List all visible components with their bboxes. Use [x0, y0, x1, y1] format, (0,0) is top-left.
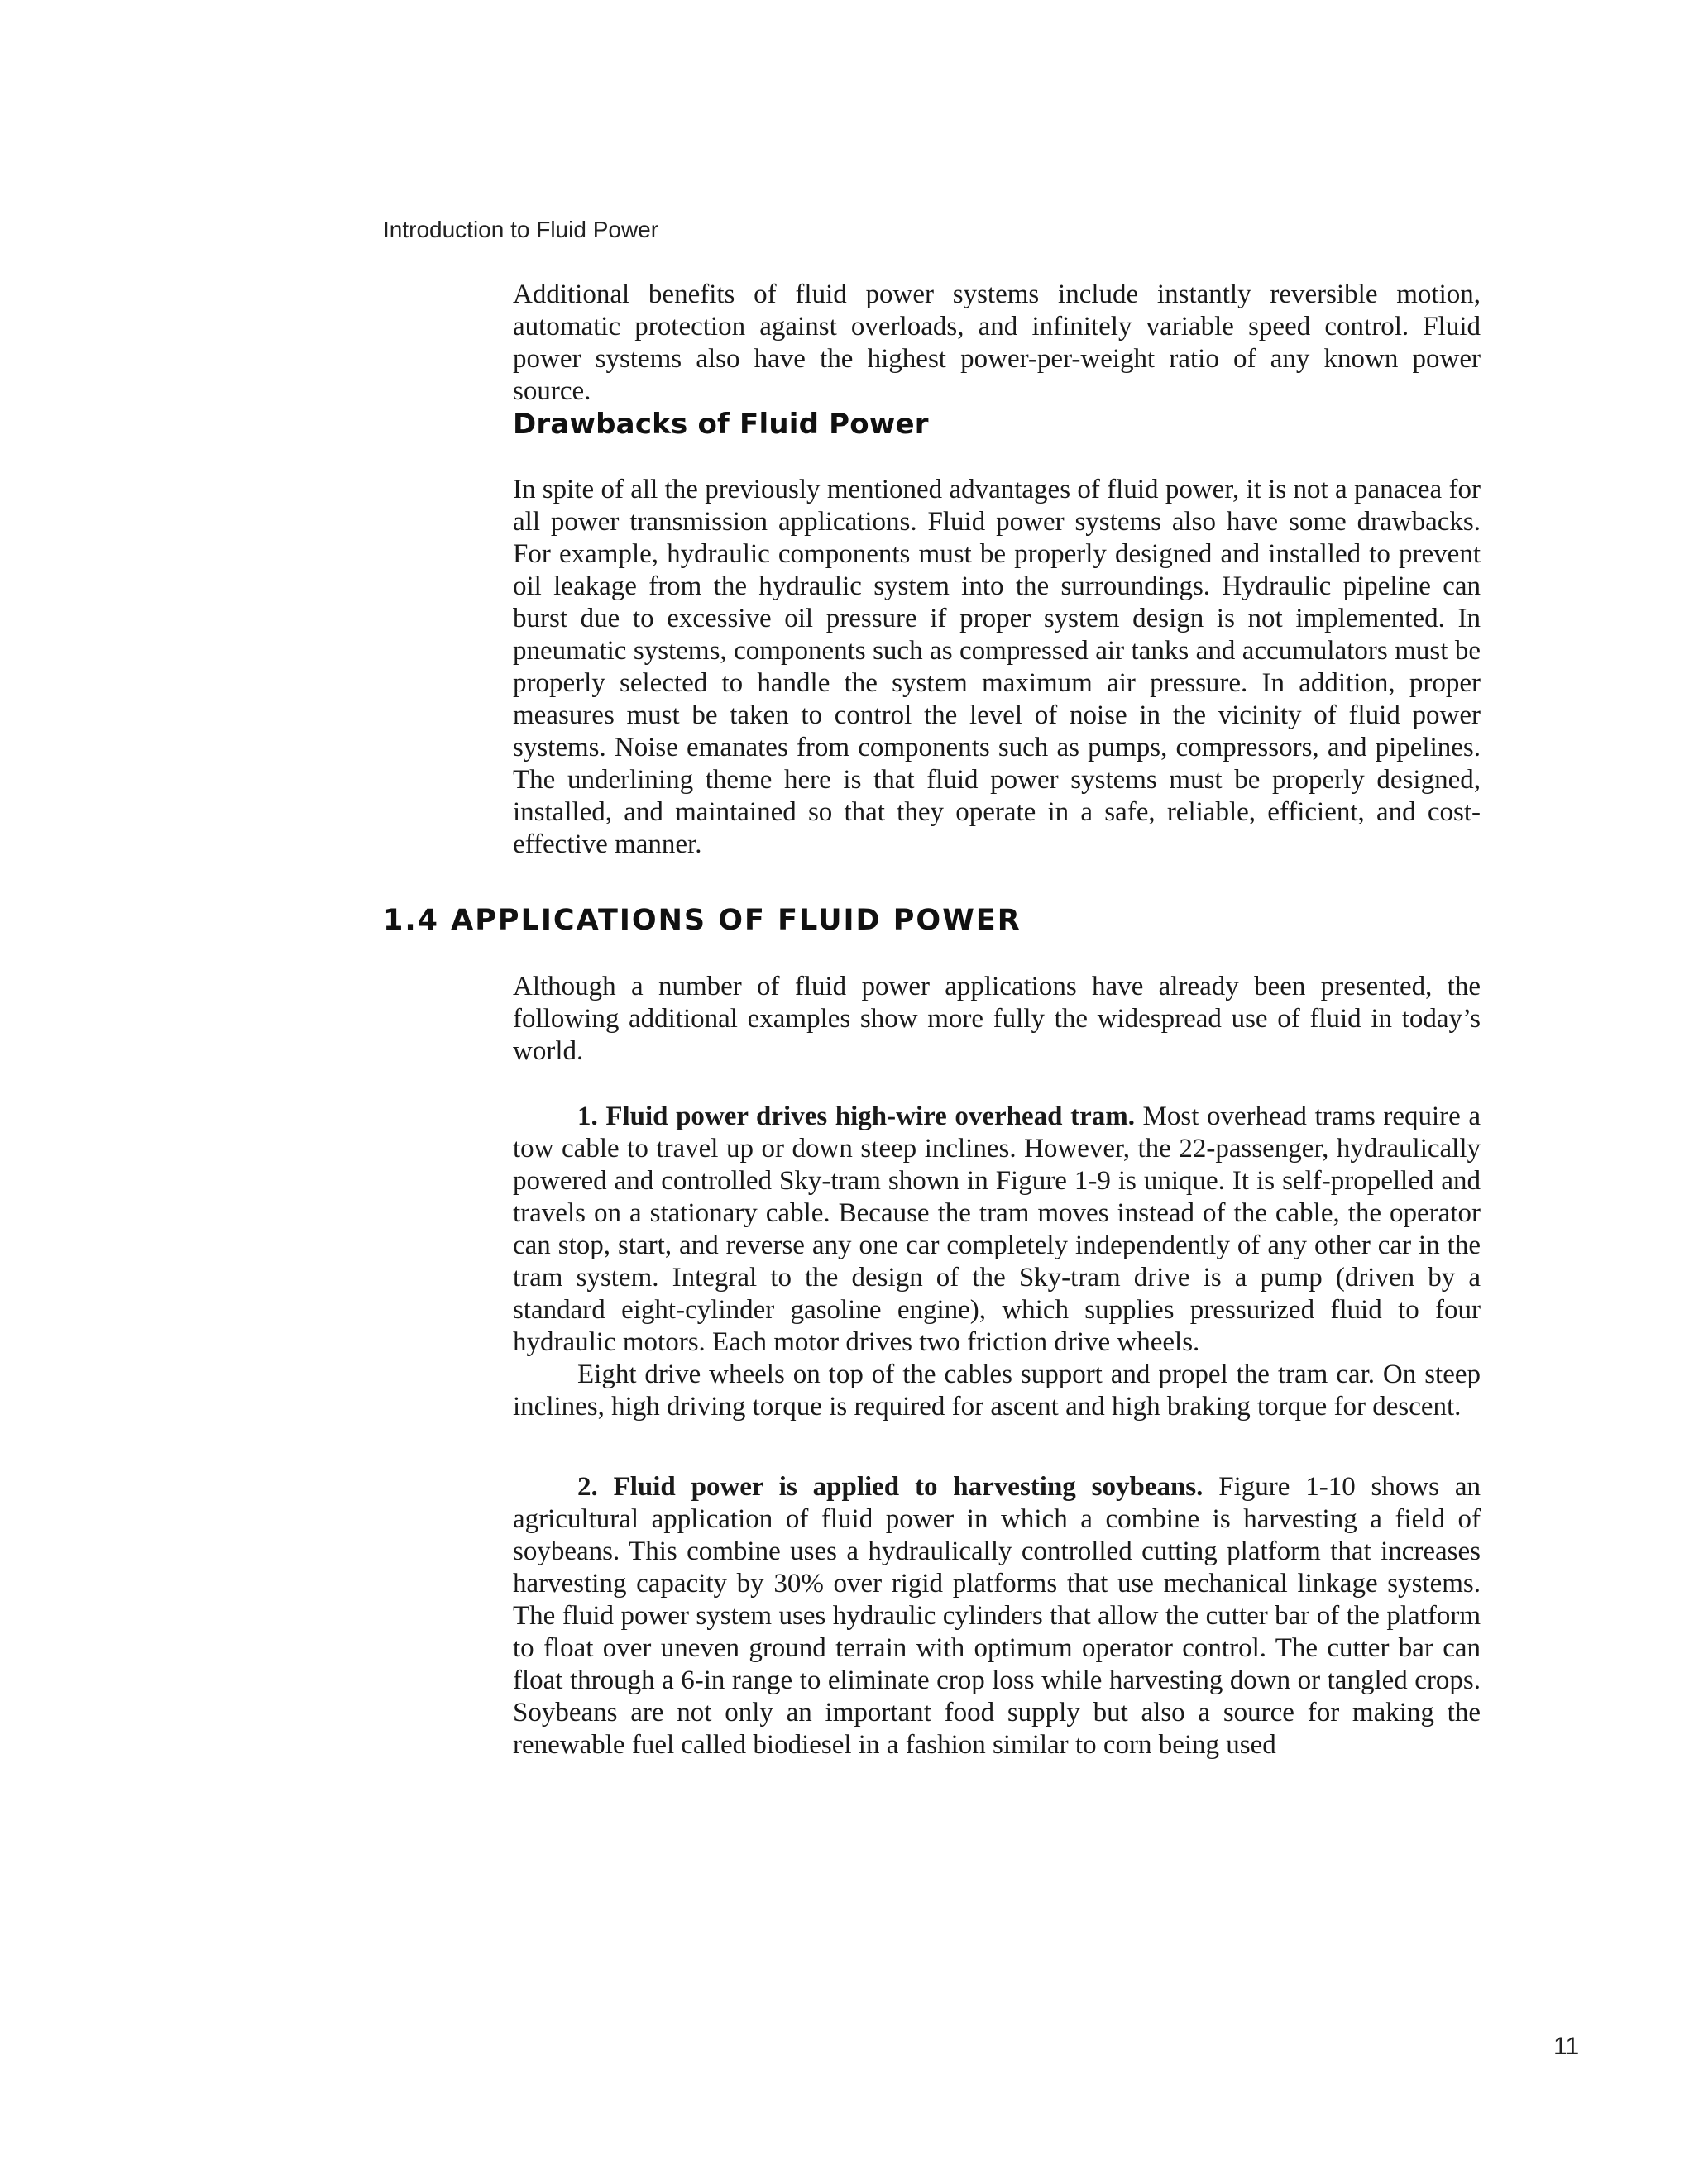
drawbacks-paragraph: In spite of all the previously mentioned advantages of fluid power, it is not a panacea for all power transmission applications. Fluid power systems also have some drawbacks. For example, hydraulic components must be properly designed and installed to prevent oil leakage from the hydraulic system into the surroundings. Hydraulic pipeline can burst due to excessive oil pressure if proper system design is not implemented. In pneumatic systems, components such as compressed air tanks and accumulators must be properly selected to handle the system maximum air pressure. In addition, proper measures must be taken to control the level of noise in the vicinity of fluid power systems. Noise emanates from components such as pumps, compressors, and pipelines. The underlining theme here is that fluid power systems must be properly designed, installed, and maintained so that they operate in a safe, reliable, efficient, and cost-effective manner.	[513, 475, 1481, 859]
application-item-1	[513, 1101, 1481, 1423]
application-item-1-text: Most overhead trams require a tow cable to travel up or down steep inclines. However, the 22-passenger, hydraulically powered and controlled Sky-tram shown in Figure 1-9 is unique. It is self-propelled and travels on a stationary cable. Because the tram moves instead of the cable, the operator can stop, start, and reverse any one car completely independently of any other car in the tram system. Integral to the design of the Sky-tram drive is a pump (driven by a standard eight-cylinder gasoline engine), which supplies pressurized fluid to four hydraulic motors. Each motor drives two friction drive wheels.	[513, 1102, 1481, 1357]
applications-section-heading: 1.4 APPLICATIONS OF FLUID POWER	[383, 904, 1022, 937]
application-item-2-paragraph	[513, 1471, 1481, 1761]
applications-intro-block	[513, 971, 1481, 1068]
application-item-1-paragraph	[513, 1101, 1481, 1359]
intro-paragraph: Additional benefits of fluid power systems include instantly reversible motion, automatic protection against overloads, and infinitely variable speed control. Fluid power systems also have the highest power-per-weight ratio of any known power source.	[513, 280, 1481, 406]
drawbacks-heading: Drawbacks of Fluid Power	[513, 408, 929, 441]
running-head: Introduction to Fluid Power	[383, 217, 659, 242]
applications-intro-paragraph: Although a number of fluid power applications have already been presented, the following additional examples show more fully the widespread use of fluid in today’s world.	[513, 972, 1481, 1066]
intro-text-block	[513, 279, 1481, 408]
page-number: 11	[1553, 2033, 1580, 2060]
drawbacks-text-block	[513, 474, 1481, 861]
application-item-2-lead: 2. Fluid power is applied to harvesting soybeans.	[577, 1472, 1204, 1502]
application-item-1-continuation: Eight drive wheels on top of the cables support and propel the tram car. On steep inclines, high driving torque is required for ascent and high braking torque for descent.	[513, 1360, 1481, 1422]
application-item-2	[513, 1471, 1481, 1761]
application-item-2-text: Figure 1-10 shows an agricultural application of fluid power in which a combine is harvesting a field of soybeans. This combine uses a hydraulically controlled cutting platform that increases harvesting capacity by 30% over rigid platforms that use mechanical linkage systems. The fluid power system uses hydraulic cylinders that allow the cutter bar of the platform to float over uneven ground terrain with optimum operator control. The cutter bar can float through a 6-in range to eliminate crop loss while harvesting down or tangled crops. Soybeans are not only an important food supply but also a source for making the renewable fuel called biodiesel in a fashion similar to corn being used	[513, 1472, 1481, 1760]
application-item-1-lead: 1. Fluid power drives high-wire overhead tram.	[577, 1102, 1135, 1131]
